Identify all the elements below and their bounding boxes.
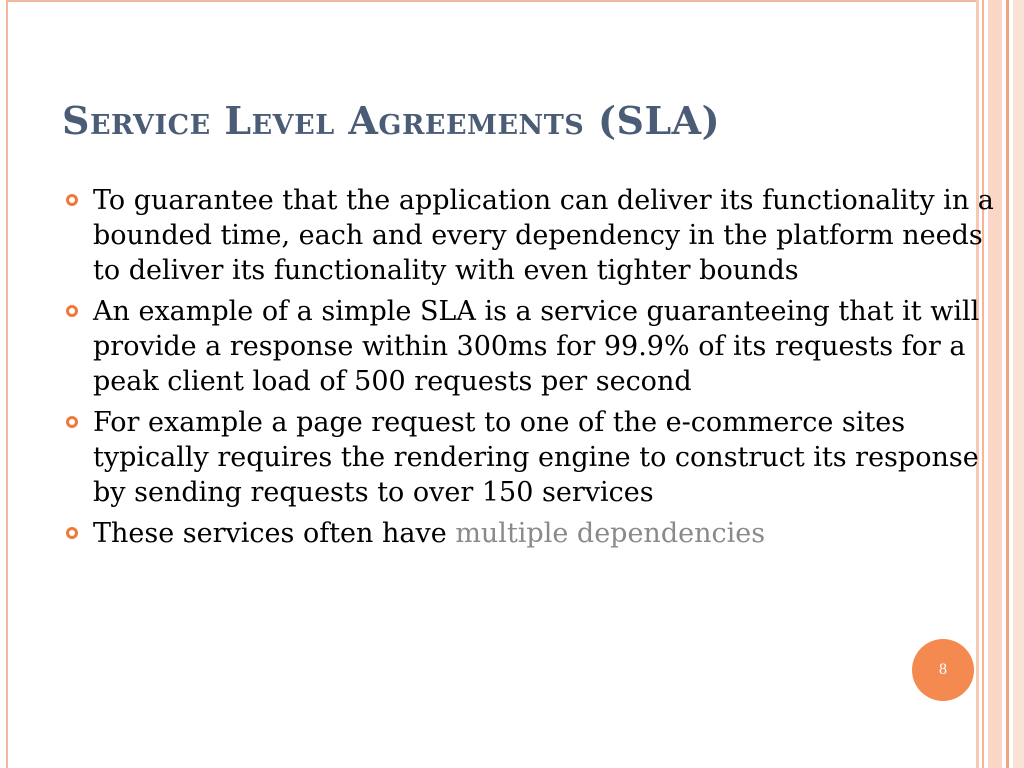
slide-frame-top bbox=[6, 0, 976, 2]
slide-number-badge: 8 bbox=[912, 639, 974, 701]
slide-title: Service Level Agreements (SLA) bbox=[62, 98, 721, 143]
bullet-ring-icon bbox=[66, 305, 78, 317]
bullet-item bbox=[62, 405, 1002, 510]
bullet-item bbox=[62, 294, 1002, 399]
bullet-ring-icon bbox=[66, 194, 78, 206]
slide-frame-left bbox=[6, 0, 8, 768]
stripe bbox=[1006, 0, 1009, 768]
bullet-text: To guarantee that the application can deliver its functionality in a bounded time, each and every dependency in the platform needs to deliver its functionality with even tighter bounds bbox=[93, 185, 994, 286]
bullet-item bbox=[62, 183, 1002, 288]
bullet-text: An example of a simple SLA is a service guaranteeing that it will provide a response within 300ms for 99.9% of its requests for a peak client load of 500 requests per second bbox=[93, 296, 980, 397]
stripe bbox=[1013, 0, 1024, 768]
bullet-list bbox=[62, 183, 1002, 557]
bullet-ring-icon bbox=[66, 416, 78, 428]
bullet-text: These services often have bbox=[93, 518, 456, 549]
bullet-muted-text: multiple dependencies bbox=[455, 518, 766, 549]
bullet-text: For example a page request to one of the e-commerce sites typically requires the rendering engine to construct its response by sending requests to over 150 services bbox=[93, 407, 979, 508]
bullet-item bbox=[62, 516, 1002, 551]
bullet-ring-icon bbox=[66, 527, 78, 539]
